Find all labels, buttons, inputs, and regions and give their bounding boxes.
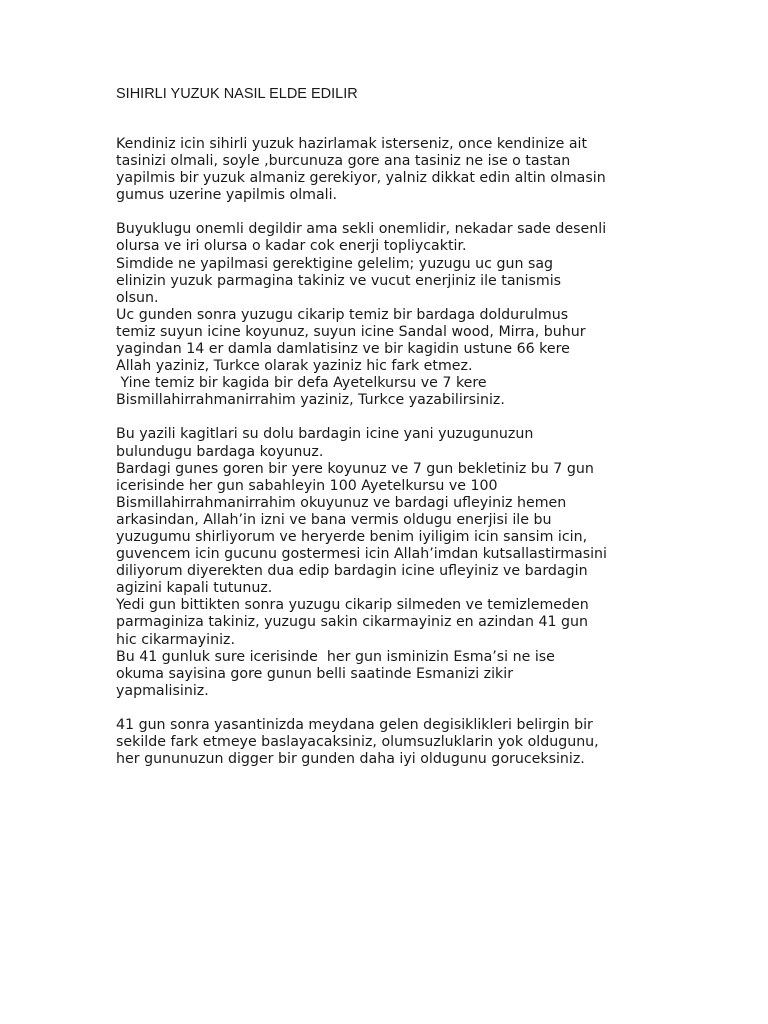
document-body	[116, 86, 656, 785]
paragraph	[116, 221, 656, 409]
text-line: olursa ve iri olursa o kadar cok enerji topliycaktir.	[116, 238, 467, 255]
text-line: yapilmis bir yuzuk almaniz gerekiyor, yalniz dikkat edin altin olmasin	[116, 170, 606, 187]
text-line: arkasindan, Allah’in izni ve bana vermis oldugu enerjisi ile bu	[116, 511, 552, 528]
text-line: Yine temiz bir kagida bir defa Ayetelkursu ve 7 kere	[116, 375, 487, 392]
text-line: okuma sayisina gore gunun belli saatinde Esmanizi zikir	[116, 665, 514, 682]
text-line: Bu yazili kagitlari su dolu bardagin icine yani yuzugunuzun	[116, 426, 534, 443]
paragraph-list	[116, 136, 656, 768]
document-title: SIHIRLI YUZUK NASIL ELDE EDILIR	[116, 86, 358, 102]
text-line: Bismillahirrahmanirrahim okuyunuz ve bardagi ufleyiniz hemen	[116, 494, 567, 511]
text-line: temiz suyun icine koyunuz, suyun icine Sandal wood, Mirra, buhur	[116, 323, 586, 340]
text-line: Yedi gun bittikten sonra yuzugu cikarip silmeden ve temizlemeden	[116, 597, 589, 614]
paragraph	[116, 136, 656, 204]
text-line: Bismillahirrahmanirrahim yaziniz, Turkce yazabilirsiniz.	[116, 392, 505, 409]
text-line: agizini kapali tutunuz.	[116, 580, 273, 597]
text-line: guvencem icin gucunu gostermesi icin Allah’imdan kutsallastirmasini	[116, 546, 607, 563]
text-line: Bardagi gunes goren bir yere koyunuz ve 7 gun bekletiniz bu 7 gun	[116, 460, 594, 477]
text-line: elinizin yuzuk parmagina takiniz ve vucut enerjiniz ile tanismis	[116, 272, 562, 289]
text-line: tasinizi olmali, soyle ,burcunuza gore ana tasiniz ne ise o tastan	[116, 153, 571, 170]
text-line: yagindan 14 er damla damlatisinz ve bir kagidin ustune 66 kere	[116, 341, 570, 358]
text-line: sekilde fark etmeye baslayacaksiniz, olumsuzluklarin yok oldugunu,	[116, 734, 599, 750]
text-line: Allah yaziniz, Turkce olarak yaziniz hic fark etmez.	[116, 358, 473, 375]
text-line: yuzugumu shirliyorum ve heryerde benim iyiligim icin sansim icin,	[116, 528, 588, 545]
text-line: hic cikarmayiniz.	[116, 631, 235, 648]
text-line: diliyorum diyerekten dua edip bardagin icine ufleyiniz ve bardagin	[116, 563, 588, 580]
text-line: bulundugu bardaga koyunuz.	[116, 443, 324, 460]
text-line: 41 gun sonra yasantinizda meydana gelen degisiklikleri belirgin bir	[116, 716, 593, 733]
text-line: parmaginiza takiniz, yuzugu sakin cikarmayiniz en azindan 41 gun	[116, 614, 589, 631]
text-line: gumus uzerine yapilmis olmali.	[116, 187, 338, 204]
paragraph	[116, 426, 656, 700]
text-line: yapmalisiniz.	[116, 682, 209, 699]
text-line: Simdide ne yapilmasi gerektigine gelelim; yuzugu uc gun sag	[116, 255, 554, 272]
text-line: Bu 41 gunluk sure icerisinde her gun isminizin Esma’si ne ise	[116, 648, 555, 665]
text-line: Uc gunden sonra yuzugu cikarip temiz bir bardaga doldurulmus	[116, 306, 569, 323]
text-line: her gununuzun digger bir gunden daha iyi oldugunu goruceksiniz.	[116, 751, 585, 768]
text-line: icerisinde her gun sabahleyin 100 Ayetelkursu ve 100	[116, 477, 498, 494]
paragraph	[116, 717, 656, 768]
text-line: Buyuklugu onemli degildir ama sekli onemlidir, nekadar sade desenli	[116, 221, 607, 238]
text-line: Kendiniz icin sihirli yuzuk hazirlamak isterseniz, once kendinize ait	[116, 136, 588, 152]
text-line: olsun.	[116, 289, 159, 306]
